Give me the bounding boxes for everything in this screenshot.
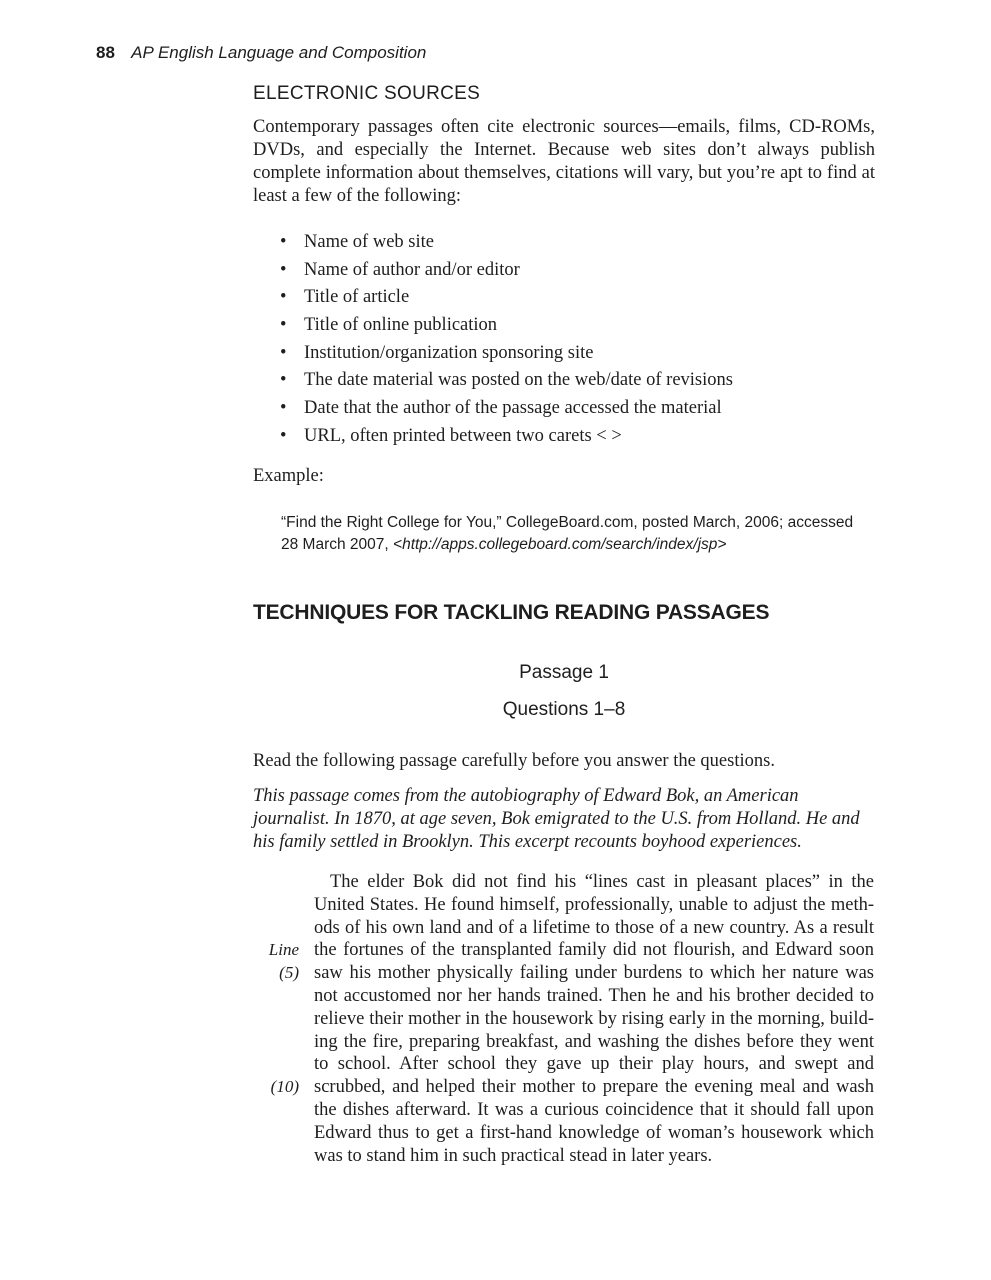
passage-line: saw his mother physically failing under burdens to which her nature was: [314, 963, 874, 984]
passage-title: Passage 1: [519, 662, 609, 683]
section-heading-techniques: TECHNIQUES FOR TACKLING READING PASSAGES: [253, 601, 770, 624]
list-item: • Date that the author of the passage accessed the material: [280, 395, 733, 423]
citation-elements-list: [280, 229, 733, 451]
passage-line: relieve their mother in the housework by rising early in the morning, build-: [314, 1008, 874, 1029]
list-item: • Title of article: [280, 284, 733, 312]
list-item: • Name of author and/or editor: [280, 257, 733, 285]
list-item: • Name of web site: [280, 229, 733, 257]
passage-line: was to stand him in such practical stead in later years.: [314, 1145, 713, 1166]
list-item: • URL, often printed between two carets < >: [280, 423, 733, 451]
passage-body: [314, 871, 874, 1167]
line-number-5: (5): [279, 963, 299, 982]
intro-paragraph: Contemporary passages often cite electronic sources—emails, films, CD-ROMs, DVDs, and especially the Internet. Because web sites don’t always publish complete information about themselves, citations will vary, but you’re apt to find at least a few of the following:: [253, 117, 875, 206]
passage-line: the dishes afterward. It was a curious coincidence that it should fall upon: [314, 1099, 874, 1120]
passage-line: to school. After school they gave up their play hours, and swept and: [314, 1054, 874, 1075]
citation-text: “Find the Right College for You,” CollegeBoard.com, posted March, 2006; accessed 28 March 2007,: [281, 514, 854, 553]
line-number-10: (10): [270, 1077, 299, 1096]
passage-context: This passage comes from the autobiography of Edward Bok, an American journalist. In 1870, at age seven, Bok emigrated to the U.S. from Holland. He and his family settled in Brooklyn. This excerpt recounts boyhood experiences.: [253, 786, 860, 852]
page-header: [96, 43, 426, 63]
list-item: • The date material was posted on the web/date of revisions: [280, 367, 733, 395]
section-heading-electronic-sources: ELECTRONIC SOURCES: [253, 83, 481, 104]
reading-instruction: Read the following passage carefully before you answer the questions.: [253, 751, 775, 771]
passage-line: ing the fire, preparing breakfast, and washing the dishes before they went: [314, 1031, 874, 1052]
page-number: 88: [96, 43, 115, 62]
book-title: AP English Language and Composition: [131, 43, 427, 62]
passage-line: ods of his own land and of a lifetime to those of a new country. As a result: [314, 917, 874, 938]
passage-line: The elder Bok did not find his “lines cast in pleasant places” in the: [330, 872, 874, 892]
example-label: Example:: [253, 466, 324, 486]
list-item: • Institution/organization sponsoring site: [280, 340, 733, 368]
passage-line: Edward thus to get a first-hand knowledge of woman’s housework which: [314, 1122, 874, 1143]
example-citation: [281, 512, 861, 556]
passage-line: scrubbed, and helped their mother to prepare the evening meal and wash: [314, 1077, 874, 1098]
line-label: Line: [268, 940, 299, 959]
passage-line: not accustomed nor her hands trained. Then he and his brother decided to: [314, 985, 874, 1006]
passage-line: the fortunes of the transplanted family did not flourish, and Edward soon: [314, 940, 874, 961]
passage-line: United States. He found himself, professionally, unable to adjust the meth-: [314, 894, 874, 915]
list-item: • Title of online publication: [280, 312, 733, 340]
passage-questions: Questions 1–8: [502, 699, 626, 720]
citation-url: <http://apps.collegeboard.com/search/index/jsp>: [393, 536, 727, 553]
